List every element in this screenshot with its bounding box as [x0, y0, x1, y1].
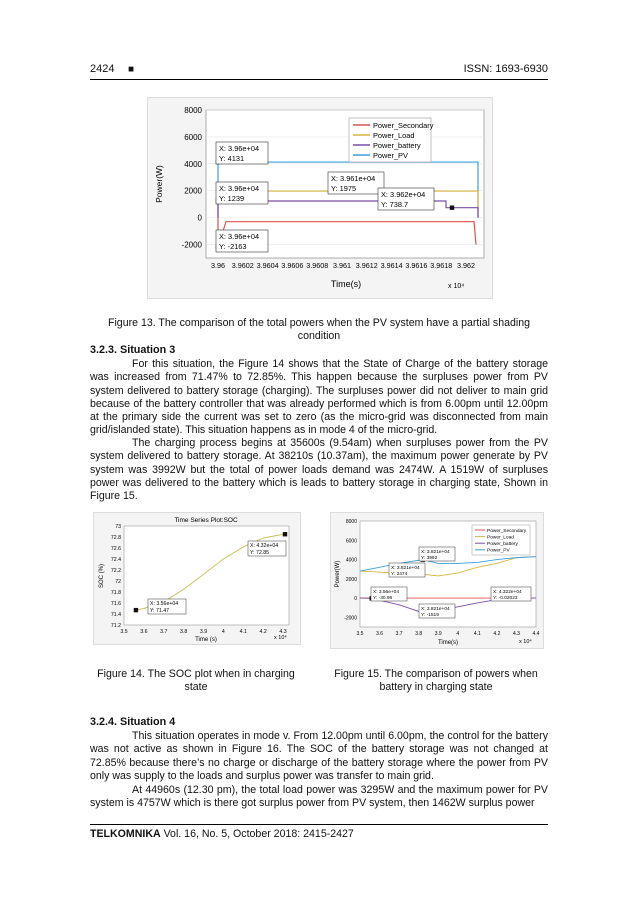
figure-15-chart: [331, 513, 543, 648]
fig15-datatip-battery-min: [419, 604, 455, 618]
fig14-ylabel: SOC (%): [99, 564, 105, 588]
section-323-paragraph-1: For this situation, the Figure 14 shows that the State of Charge of the battery storage was increased from 71.47% to 72.85%. This happen because the surpluses power from PV system delivered to battery storage (charging). The surpluses power did not deliver to main grid because of the battery controller that was already performed which is from 6.00pm until 12.00pm at the primary side the current was set to zero (as the micro-grid was disconnected from main grid/islanded state). This situation happens as in mode 4 of the micro-grid.: [90, 358, 548, 437]
section-323-heading: 3.2.3. Situation 3: [90, 344, 176, 356]
fig15-legend-label: Power_battery: [487, 542, 518, 547]
fig13-ytick-label: 8000: [184, 106, 202, 115]
fig13-ytick-label: 6000: [184, 132, 202, 142]
section-324-paragraph-1: This situation operates in mode v. From 12.00pm until 6.00pm, the control for the battery was not active as shown in Figure 16. The SOC of the battery storage was not changed at 72.85% because there’s no charge or discharge of the battery storage where the power from PV only was supply to the loads and surplus power was transfer to main grid.: [90, 730, 548, 782]
svg-text:X: 4.322e+04: X: 4.322e+04: [493, 590, 522, 595]
fig15-ytick-label: 0: [354, 596, 357, 603]
fig13-xtick-label: 3.9602: [231, 261, 254, 270]
header-issn: ISSN: 1693-6930: [463, 63, 548, 75]
svg-text:Y: 738.7: Y: 738.7: [381, 200, 409, 209]
fig13-ytick-label: 0: [197, 213, 202, 223]
svg-text:Y: 72.85: Y: 72.85: [250, 550, 270, 556]
fig15-xtick-label: 3.5: [356, 631, 364, 637]
fig14-xtick-label: 3.9: [199, 629, 208, 635]
svg-text:X: 4.32e+04: X: 4.32e+04: [250, 543, 279, 549]
header-rule: [90, 79, 548, 80]
page-number: 2424: [90, 63, 115, 75]
svg-text:X: 3.961e+04: X: 3.961e+04: [331, 174, 376, 183]
fig14-xtick-label: 4.1: [239, 629, 247, 635]
fig13-datatip-battery: [216, 182, 268, 204]
svg-text:X: 3.821e+04: X: 3.821e+04: [421, 550, 450, 555]
svg-text:Y: -1519: Y: -1519: [421, 613, 439, 618]
fig13-xtick-label: 3.9616: [405, 261, 428, 270]
fig15-xlabel: Time(s): [437, 640, 459, 646]
fig15-ytick-label: 6000: [345, 538, 357, 545]
section-324-heading: 3.2.4. Situation 4: [90, 716, 176, 728]
svg-text:X: 3.56e+04: X: 3.56e+04: [373, 590, 400, 595]
fig13-xtick-label: 3.9614: [380, 261, 403, 270]
fig14-ytick-label: 71.8: [110, 590, 121, 596]
fig15-xtick-label: 3.9: [434, 631, 442, 637]
fig15-ytick-label: 4000: [345, 557, 357, 564]
fig14-ytick-label: 71.4: [110, 612, 121, 618]
fig15-legend-label: Power_PV: [487, 548, 510, 554]
fig14-xtick-label: 3.5: [120, 629, 128, 635]
fig14-xtick-label: 3.7: [160, 629, 168, 635]
fig13-ytick-label: 4000: [184, 159, 202, 169]
figure-13-caption: Figure 13. The comparison of the total powers when the PV system have a partial shading condition: [107, 317, 531, 343]
fig15-datatip-pv: [419, 547, 455, 561]
fig15-ytick-label: 8000: [345, 519, 357, 525]
fig14-xlabel: Time (s): [195, 637, 217, 643]
fig13-xlabel: Time(s): [330, 279, 362, 289]
fig15-ytick-label: 2000: [345, 576, 357, 583]
fig13-legend-label: Power_Load: [373, 130, 415, 140]
fig14-marker-end: [283, 532, 287, 536]
footer-journal: TELKOMNIKA: [90, 828, 161, 840]
fig14-marker-start: [134, 608, 138, 612]
fig13-xtick-label: 3.962: [457, 261, 475, 270]
fig15-datatip-load: [389, 563, 425, 577]
fig15-ylabel: Power(W): [335, 560, 341, 588]
svg-text:Y: -0.02023: Y: -0.02023: [493, 596, 518, 601]
svg-text:X: 3.96e+04: X: 3.96e+04: [219, 232, 260, 241]
fig15-ytick-label: -2000: [344, 615, 357, 622]
fig13-xtick-label: 3.96: [211, 261, 225, 270]
fig13-ylabel: Power(W): [154, 165, 164, 203]
figure-14-caption: Figure 14. The SOC plot when in charging state: [97, 668, 295, 694]
fig13-marker-battery-end: [450, 205, 454, 209]
svg-text:Y: 1975: Y: 1975: [331, 184, 357, 193]
figure-15-caption: Figure 15. The comparison of powers when battery in charging state: [334, 668, 538, 694]
fig13-datatip-secondary: [216, 230, 268, 252]
fig13-datatip-load: [328, 172, 384, 194]
figure-13-chart: [148, 98, 492, 298]
fig14-xtick-label: 4: [221, 629, 225, 635]
footer-rule: [90, 824, 548, 825]
figure-14: [93, 512, 301, 645]
fig14-ytick-label: 71.2: [110, 623, 121, 629]
svg-text:Y: 3992: Y: 3992: [421, 556, 438, 561]
fig14-ytick-label: 72: [115, 579, 121, 585]
fig13-xexponent: x 10⁴: [448, 283, 465, 290]
fig15-legend-label: Power_Secondary: [487, 528, 527, 534]
fig14-datatip-end: [248, 541, 286, 556]
fig13-ytick-label: 2000: [184, 186, 202, 196]
fig13-datatip-pv: [216, 142, 268, 164]
fig15-xtick-label: 3.8: [415, 631, 423, 637]
fig13-legend-label: Power_battery: [373, 140, 421, 150]
fig14-ytick-label: 72.2: [110, 568, 121, 574]
fig13-legend-label: Power_PV: [373, 150, 408, 160]
figure-15: [330, 512, 544, 649]
fig15-xtick-label: 4.4: [532, 631, 540, 637]
fig13-xtick-label: 3.9618: [430, 261, 453, 270]
fig15-xtick-label: 4: [456, 631, 460, 637]
fig15-xtick-label: 3.6: [376, 631, 384, 637]
fig15-xtick-label: 4.1: [473, 631, 481, 637]
svg-text:X: 3.56e+04: X: 3.56e+04: [150, 601, 179, 607]
section-323-paragraph-2: The charging process begins at 35600s (9.54am) when surpluses power from the PV system delivered to battery storage. At 38210s (10.37am), the maximum power generate by PV system was 3992W but the total of power loads demand was 2474W. A 1519W of surpluses power was delivered to the battery which is leads to battery storage in charging state, Shown in Figure 15.: [90, 437, 548, 503]
footer: [90, 828, 354, 840]
fig15-xtick-label: 4.2: [493, 631, 501, 637]
footer-details: Vol. 16, No. 5, October 2018: 2415-2427: [160, 828, 354, 840]
fig15-xtick-label: 4.3: [512, 631, 520, 637]
fig15-xexponent: x 10⁴: [519, 639, 532, 645]
fig13-xtick-label: 3.9608: [306, 261, 329, 270]
svg-text:Y: -2163: Y: -2163: [219, 242, 247, 251]
fig13-datatip-battery-end: [378, 188, 434, 210]
fig14-ytick-label: 71.6: [110, 601, 121, 607]
fig14-ytick-label: 73: [115, 524, 121, 530]
svg-text:Y: -30.96: Y: -30.96: [373, 596, 393, 601]
figure-14-chart: [94, 513, 300, 644]
svg-text:Y: 71.47: Y: 71.47: [150, 608, 170, 614]
fig13-xtick-label: 3.9612: [355, 261, 378, 270]
fig13-ytick-label: -2000: [181, 240, 202, 250]
fig14-datatip-start: [148, 599, 186, 614]
svg-text:X: 3.96e+04: X: 3.96e+04: [219, 184, 260, 193]
fig13-xtick-label: 3.9604: [256, 261, 279, 270]
svg-text:X: 3.96e+04: X: 3.96e+04: [219, 144, 260, 153]
section-324-paragraph-2: At 44960s (12.30 pm), the total load power was 3295W and the maximum power for PV system is 4757W which is there got surplus power from PV system, then 1462W surplus power: [90, 784, 548, 810]
fig13-xtick-label: 3.9606: [281, 261, 304, 270]
fig14-xtick-label: 3.8: [180, 629, 188, 635]
figure-13: [147, 97, 493, 299]
fig14-xexponent: x 10⁴: [274, 635, 287, 641]
fig13-legend-label: Power_Secondary: [373, 120, 434, 130]
svg-text:X: 3.821e+04: X: 3.821e+04: [421, 607, 450, 612]
fig14-ytick-label: 72.6: [110, 546, 121, 552]
svg-text:X: 3.962e+04: X: 3.962e+04: [381, 190, 426, 199]
svg-text:Y: 2474: Y: 2474: [391, 572, 408, 577]
svg-text:Y: 1239: Y: 1239: [219, 194, 245, 203]
header-bullet: ■: [128, 64, 135, 75]
fig15-xtick-label: 3.7: [395, 631, 403, 637]
fig15-datatip-battery-start: [371, 587, 407, 601]
fig14-ytick-label: 72.4: [110, 557, 121, 563]
fig13-xtick-label: 3.961: [333, 261, 351, 270]
svg-text:Y: 4131: Y: 4131: [219, 154, 245, 163]
svg-text:X: 3.821e+04: X: 3.821e+04: [391, 566, 420, 571]
fig14-title: Time Series Plot:SOC: [174, 517, 238, 524]
fig15-datatip-battery-end: [491, 587, 531, 601]
fig14-xtick-label: 4.2: [259, 629, 267, 635]
fig15-legend-label: Power_Load: [487, 535, 514, 541]
fig14-xtick-label: 3.6: [140, 629, 148, 635]
fig14-xtick-label: 4.3: [279, 629, 287, 635]
fig14-ytick-label: 72.8: [110, 535, 121, 541]
